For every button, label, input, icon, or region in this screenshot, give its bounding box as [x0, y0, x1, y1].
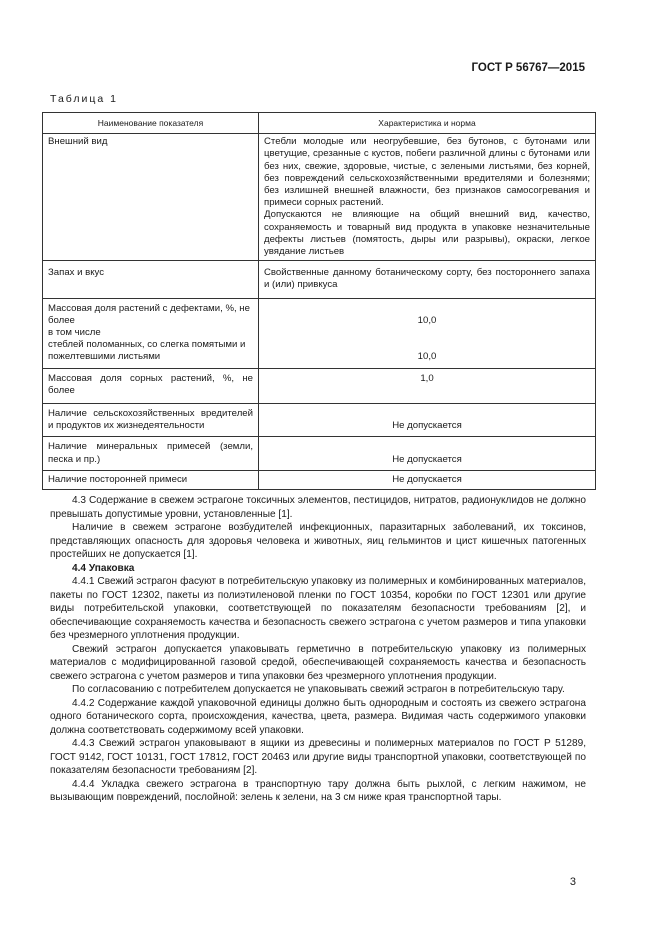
table-row: [43, 261, 596, 298]
paragraph-4-3: 4.3 Содержание в свежем эстрагоне токсичных элементов, пестицидов, нитратов, радионуклидов не должно превышать допустимые уровни, установленные [1].: [50, 495, 586, 520]
norm-cell: Не допускается: [259, 437, 596, 470]
table-row: [43, 298, 596, 368]
indicator-cell: Внешний вид: [43, 134, 259, 261]
page-number: 3: [569, 876, 576, 888]
table-caption: Таблица 1: [50, 93, 118, 105]
paragraph-4-4-1: 4.4.1 Свежий эстрагон фасуют в потребительскую упаковку из полимерных и комбинированных материалов, пакеты по ГОСТ 12302, пакеты из полиэтиленовой пленки по ГОСТ 10354, коробки по ГОСТ 12301 или другие виды потребительской упаковки, соответствующей по показателям безопасности требованиям [2], и обеспечивающие сохраняемость качества и безопасность свежего эстрагона с учетом размеров и типа упаковки без чрезмерного уплотнения продукции.: [50, 576, 586, 641]
norm-cell: Свойственные данному ботаническому сорту, без постороннего запаха и (или) привкуса: [259, 261, 596, 298]
table-row: [43, 437, 596, 470]
column-header: Характеристика и норма: [259, 113, 596, 134]
norm-value: 10,0: [417, 314, 437, 326]
norm-cell: [259, 298, 596, 368]
paragraph-4-4-1-c: По согласованию с потребителем допускается не упаковывать свежий эстрагон в потребительскую тару.: [72, 684, 565, 695]
indicator-cell: Наличие минеральных примесей (земли, песка и пр.): [43, 437, 259, 470]
norm-cell: 1,0: [259, 368, 596, 403]
norm-text: Стебли молодые или неогрубевшие, без бутонов, с бутонами или цветущие, срезанные с кустов, побеги различной длины с бутонами или без них, свежие, здоровые, чистые, с зелеными листьями, без корней, без повреждений сельскохозяйственными вредителями и болезнями; без излишней внешней влажности, без признаков самосогревания и примеси сорных растений.: [264, 136, 590, 209]
standard-number: ГОСТ Р 56767—2015: [471, 62, 585, 74]
section-title-4-4: 4.4 Упаковка: [72, 562, 135, 574]
paragraph-4-4-4: 4.4.4 Укладка свежего эстрагона в транспортную тару должна быть рыхлой, с легким нажимом, не вызывающим повреждений, послойной: зелень к зелени, на 3 см ниже края транспортной тары.: [50, 778, 586, 803]
indicator-cell: Запах и вкус: [43, 261, 259, 298]
norm-cell: [259, 134, 596, 261]
paragraph-4-3-b: Наличие в свежем эстрагоне возбудителей инфекционных, паразитарных заболеваний, их токсинов, представляющих опасность для здоровья человека и животных, яиц гельминтов и цист кишечных патогенных простейших не допускается [1].: [50, 522, 586, 560]
indicator-cell: Наличие сельскохозяйственных вредителей и продуктов их жизнедеятельности: [43, 404, 259, 437]
table-row: [43, 404, 596, 437]
table-row: [43, 368, 596, 403]
paragraph-4-4-2: 4.4.2 Содержание каждой упаковочной единицы должно быть однородным и состоять из свежего эстрагона одного ботанического сорта, происхождения, качества, цвета, размера. Видимая часть содержимого упаковки должна соответствовать содержимому всей упаковки.: [50, 697, 586, 736]
specification-table: [42, 112, 596, 490]
indicator-text: Массовая доля растений с дефектами, %, не более: [48, 302, 250, 326]
indicator-text: стеблей поломанных, со слегка помятыми и пожелтевшими листьями: [48, 339, 246, 363]
paragraph-4-4-1-b: Свежий эстрагон допускается упаковывать герметично в потребительскую упаковку из полимерных материалов с модифицированной газовой средой, обеспечивающей сохраняемость качества и безопасность свежего эстрагона с учетом размеров и типа упаковки без чрезмерного уплотнения продукции.: [50, 643, 586, 682]
indicator-cell: Массовая доля сорных растений, %, не более: [43, 368, 259, 403]
indicator-cell: Наличие посторонней примеси: [43, 470, 259, 489]
norm-cell: Не допускается: [259, 404, 596, 437]
table-row: [43, 134, 596, 261]
norm-cell: Не допускается: [259, 470, 596, 489]
paragraph-4-4-3: 4.4.3 Свежий эстрагон упаковывают в ящики из древесины и полимерных материалов по ГОСТ Р 51289, ГОСТ 9142, ГОСТ 10131, ГОСТ 17812, ГОСТ 20463 или другие виды транспортной упаковки, соответствующей по показателям безопасности требованиям [2].: [50, 738, 586, 776]
indicator-cell: [43, 298, 259, 368]
column-header: Наименование показателя: [43, 113, 259, 134]
norm-value: 10,0: [417, 350, 437, 362]
indicator-text: в том числе: [48, 327, 101, 339]
norm-text: Допускаются не влияющие на общий внешний вид, качество, сохраняемость и товарный вид продукта в упаковке незначительные дефекты листьев (помятость, дыры или разрывы), окраски, легкое увядание листьев: [264, 209, 590, 258]
table-row: [43, 470, 596, 489]
table-header-row: [43, 113, 596, 134]
body-text: [50, 494, 586, 805]
